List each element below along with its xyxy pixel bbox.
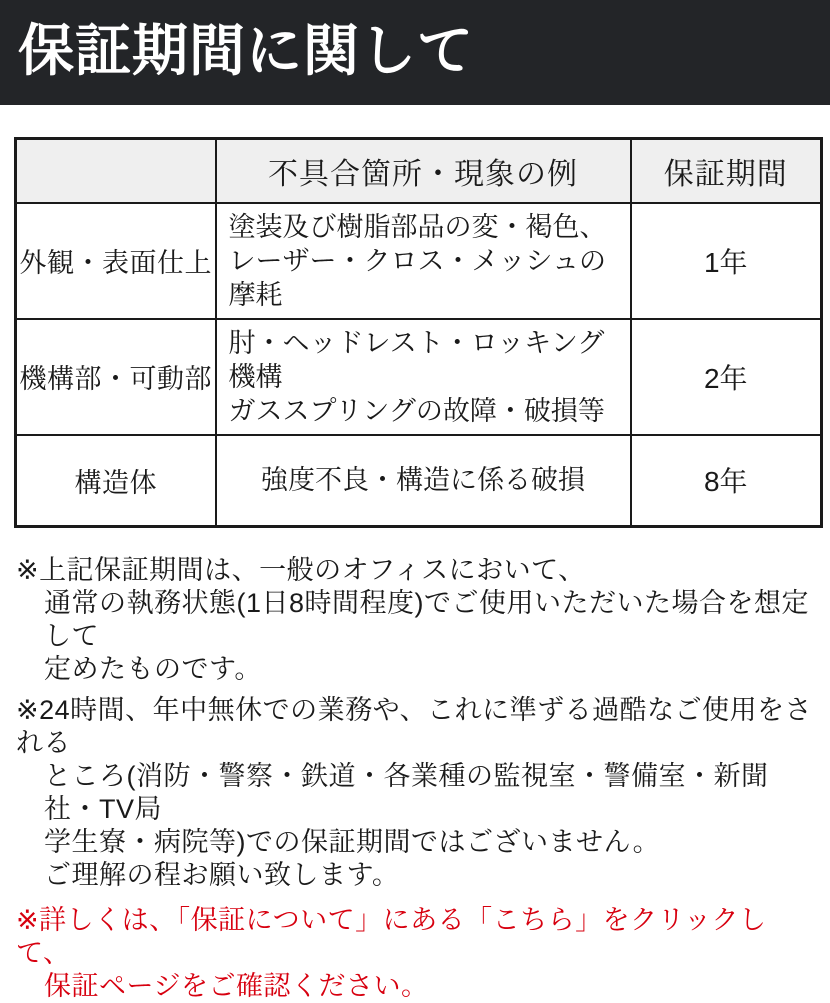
column-header-examples: 不具合箇所・現象の例 xyxy=(216,139,631,203)
note-line: 学生寮・病院等)での保証期間ではございません。 xyxy=(44,827,661,857)
examples-cell xyxy=(216,319,631,435)
warranty-table xyxy=(14,137,823,528)
category-cell: 外観・表面仕上 xyxy=(16,203,216,319)
note-line: 保証ページをご確認ください。 xyxy=(44,971,429,1001)
example-line: レーザー・クロス・メッシュの摩耗 xyxy=(228,245,606,310)
period-cell: 2年 xyxy=(631,319,822,435)
example-line: 強度不良・構造に係る破損 xyxy=(261,465,585,496)
note-line: ところ(消防・警察・鉄道・各業種の監視室・警備室・新聞社・TV局 xyxy=(44,761,769,824)
column-header-period: 保証期間 xyxy=(631,139,822,203)
note-line: ※24時間、年中無休での業務や、これに準ずる過酷なご使用をされる xyxy=(16,695,813,758)
example-line: ガススプリングの故障・破損等 xyxy=(228,395,605,426)
category-cell: 構造体 xyxy=(16,435,216,527)
period-cell: 1年 xyxy=(631,203,822,319)
note-heavy-use-exclusion xyxy=(16,694,818,892)
notes-section xyxy=(16,554,818,1003)
table-row-appearance xyxy=(16,203,822,319)
table-row-mechanism xyxy=(16,319,822,435)
page-title: 保証期間に関して xyxy=(18,18,474,82)
table-header-row xyxy=(16,139,822,203)
category-cell: 機構部・可動部 xyxy=(16,319,216,435)
note-usage-assumption xyxy=(16,554,818,686)
column-header-category xyxy=(16,139,216,203)
table-row-structure xyxy=(16,435,822,527)
example-line: 肘・ヘッドレスト・ロッキング機構 xyxy=(228,327,605,392)
title-bar xyxy=(0,0,830,105)
examples-cell xyxy=(216,435,631,527)
example-line: 塗装及び樹脂部品の変・褐色、 xyxy=(228,211,607,242)
period-cell: 8年 xyxy=(631,435,822,527)
note-line: ※上記保証期間は、一般のオフィスにおいて、 xyxy=(16,555,586,585)
note-line: 通常の執務状態(1日8時間程度)でご使用いただいた場合を想定して xyxy=(44,588,810,651)
examples-cell xyxy=(216,203,631,319)
note-line: ※詳しくは、「保証について」にある「こちら」をクリックして、 xyxy=(16,905,767,968)
note-line: 定めたものです。 xyxy=(44,654,262,684)
note-line: ご理解の程お願い致します。 xyxy=(44,860,400,890)
note-warranty-page-callout xyxy=(16,904,818,1003)
